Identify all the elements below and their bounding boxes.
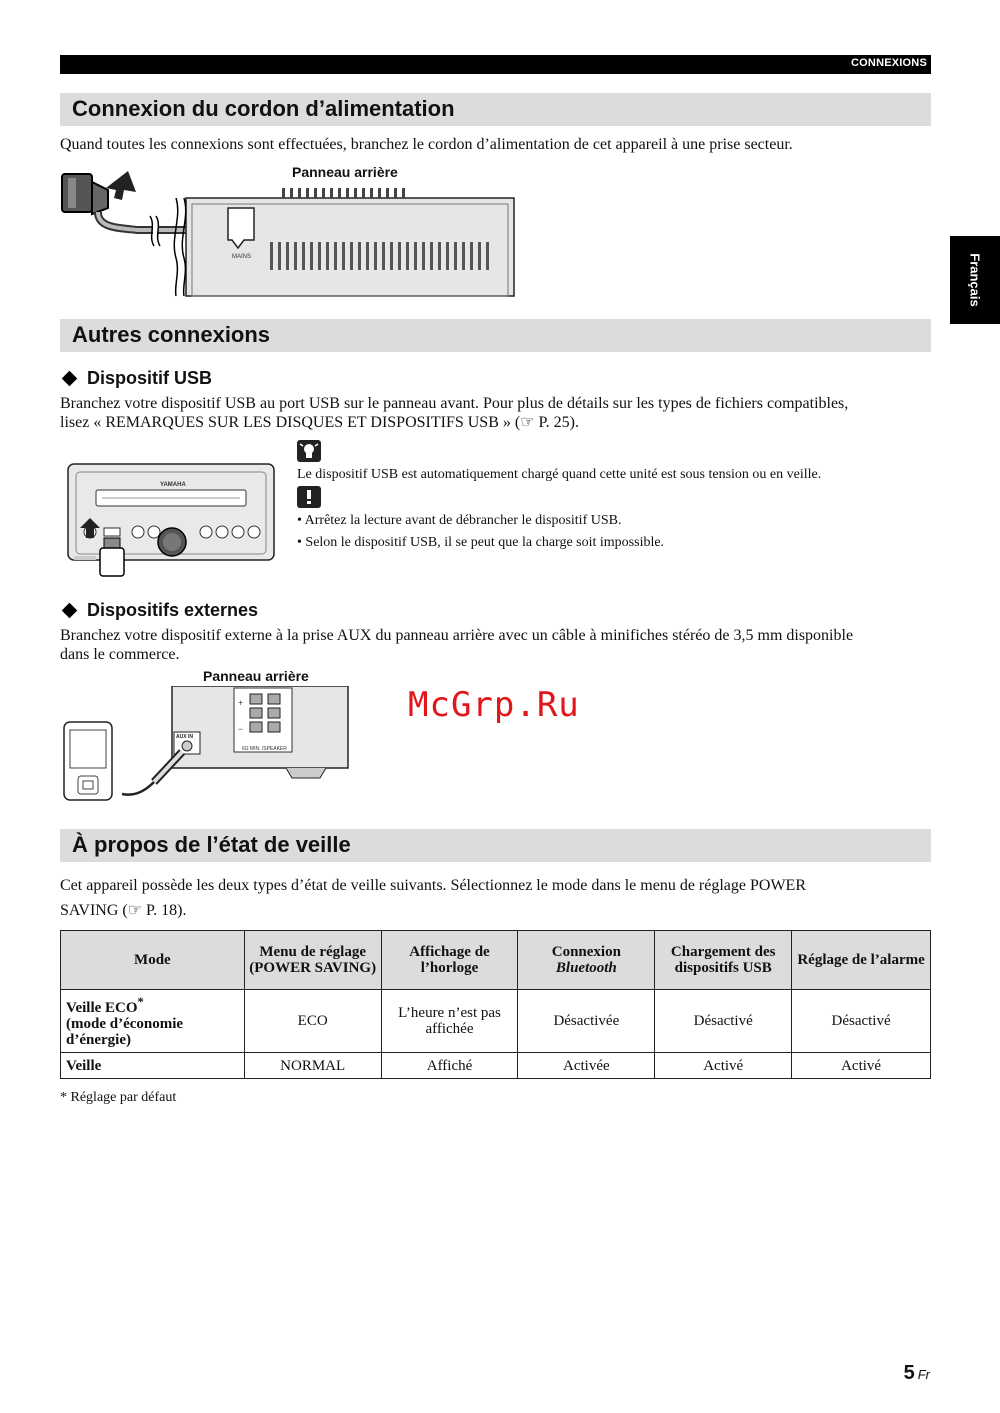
- mains-label: MAINS: [232, 254, 252, 260]
- aux-jack: [182, 741, 192, 751]
- table-header: Affichage de l’horloge: [381, 931, 518, 990]
- table-row-header: [61, 990, 245, 1053]
- table-cell: Désactivé: [655, 990, 792, 1053]
- external-instructions-line1: Branchez votre dispositif externe à la prise AUX du panneau arrière avec un câble à minifiches stéréo de 3,5 mm disponible: [60, 627, 854, 644]
- warning-icon: [297, 486, 323, 510]
- external-instructions: [60, 626, 935, 664]
- usb-instructions-line1: Branchez votre dispositif USB au port USB sur le panneau avant. Pour plus de détails sur les types de fichiers compatibles,: [60, 395, 849, 412]
- svg-text:+: +: [238, 698, 244, 708]
- svg-text:−: −: [238, 724, 244, 734]
- usb-note-1-text: Arrêtez la lecture avant de débrancher le dispositif USB.: [304, 513, 622, 528]
- rear-panel-label: Panneau arrière: [292, 164, 398, 180]
- section-title: À propos de l’état de veille: [72, 832, 351, 857]
- rear-panel-label-aux: Panneau arrière: [203, 668, 309, 684]
- table-header-italic: Bluetooth: [555, 960, 617, 976]
- diamond-bullet-icon: [62, 370, 78, 386]
- section-title: Autres connexions: [72, 322, 271, 347]
- power-plug-icon: [62, 174, 108, 214]
- table-cell: Affiché: [381, 1053, 518, 1079]
- usb-stick: [100, 548, 124, 576]
- power-cord-illustration: [58, 168, 520, 298]
- standby-intro-line2: SAVING (☞ P. 18).: [60, 902, 187, 919]
- usb-subheading: [60, 368, 212, 389]
- usb-hint-text: Le dispositif USB est automatiquement chargé quand cette unité est sous tension ou en veille.: [297, 467, 822, 482]
- page-number-value: 5: [903, 1362, 915, 1384]
- usb-note-1: • Arrêtez la lecture avant de débrancher le dispositif USB.: [297, 513, 622, 528]
- standby-intro: [60, 873, 935, 923]
- mode-name-detail: d’énergie): [66, 1032, 131, 1048]
- hint-icon: [297, 440, 323, 464]
- table-cell: L’heure n’est pas affichée: [381, 990, 518, 1053]
- insert-arrow-icon: [106, 171, 136, 200]
- usb-note-2-text: Selon le dispositif USB, il se peut que la charge soit impossible.: [305, 535, 665, 550]
- table-header-line: Connexion: [551, 944, 621, 960]
- power-cord-instructions: Quand toutes les connexions sont effectuées, branchez le cordon d’alimentation de cet appareil à une prise secteur.: [60, 136, 793, 153]
- table-cell: Désactivée: [518, 990, 655, 1053]
- standby-intro-line1: Cet appareil possède les deux types d’état de veille suivants. Sélectionnez le mode dans le menu de réglage POWER: [60, 877, 806, 894]
- table-header-row: [61, 931, 931, 990]
- watermark: McGrp.Ru: [408, 685, 580, 725]
- usb-instructions-line2: lisez « REMARQUES SUR LES DISQUES ET DISPOSITIFS USB » (☞ P. 25).: [60, 414, 579, 431]
- language-tab-label: Français: [967, 253, 983, 307]
- table-row-header: Veille: [61, 1053, 245, 1079]
- header-bar: [60, 55, 931, 74]
- table-cell: Activée: [518, 1053, 655, 1079]
- diamond-bullet-icon: [62, 602, 78, 618]
- table-row: [61, 1053, 931, 1079]
- standby-mode-table: [60, 930, 931, 1079]
- default-mark: *: [137, 995, 144, 1009]
- usb-instructions: [60, 394, 935, 432]
- mode-name: Veille ECO: [66, 1000, 138, 1016]
- table-cell: ECO: [244, 990, 381, 1053]
- external-subheading: [60, 600, 258, 621]
- table-cell: Activé: [792, 1053, 931, 1079]
- section-header-other-connections: [60, 319, 931, 352]
- external-subheading-text: Dispositifs externes: [87, 600, 259, 620]
- table-header: Menu de réglage (POWER SAVING): [244, 931, 381, 990]
- front-panel-usb-illustration: [62, 460, 280, 582]
- table-header: [518, 931, 655, 990]
- table-header: Réglage de l’alarme: [792, 931, 931, 990]
- mode-name-detail: (mode d’économie: [66, 1016, 184, 1032]
- speaker-label: 6Ω MIN. /SPEAKER: [242, 746, 287, 752]
- brand-label: YAMAHA: [160, 482, 186, 488]
- usb-note-2: • Selon le dispositif USB, il se peut que la charge soit impossible.: [297, 535, 665, 550]
- section-title: Connexion du cordon d’alimentation: [72, 96, 455, 121]
- table-header: Mode: [61, 931, 245, 990]
- external-instructions-line2: dans le commerce.: [60, 646, 180, 663]
- page-language: Fr: [917, 1367, 930, 1382]
- page-number: [904, 1362, 930, 1385]
- aux-label: AUX IN: [176, 734, 193, 740]
- table-row: [61, 990, 931, 1053]
- section-header-power-cord: [60, 93, 931, 126]
- table-cell: Désactivé: [792, 990, 931, 1053]
- table-footnote: * Réglage par défaut: [60, 1090, 177, 1105]
- table-header: Chargement des dispositifs USB: [655, 931, 792, 990]
- section-label: CONNEXIONS: [851, 57, 927, 69]
- language-tab: [950, 236, 1000, 324]
- aux-connection-illustration: [58, 686, 354, 806]
- table-cell: Activé: [655, 1053, 792, 1079]
- section-header-standby: [60, 829, 931, 862]
- table-cell: NORMAL: [244, 1053, 381, 1079]
- usb-subheading-text: Dispositif USB: [87, 368, 213, 388]
